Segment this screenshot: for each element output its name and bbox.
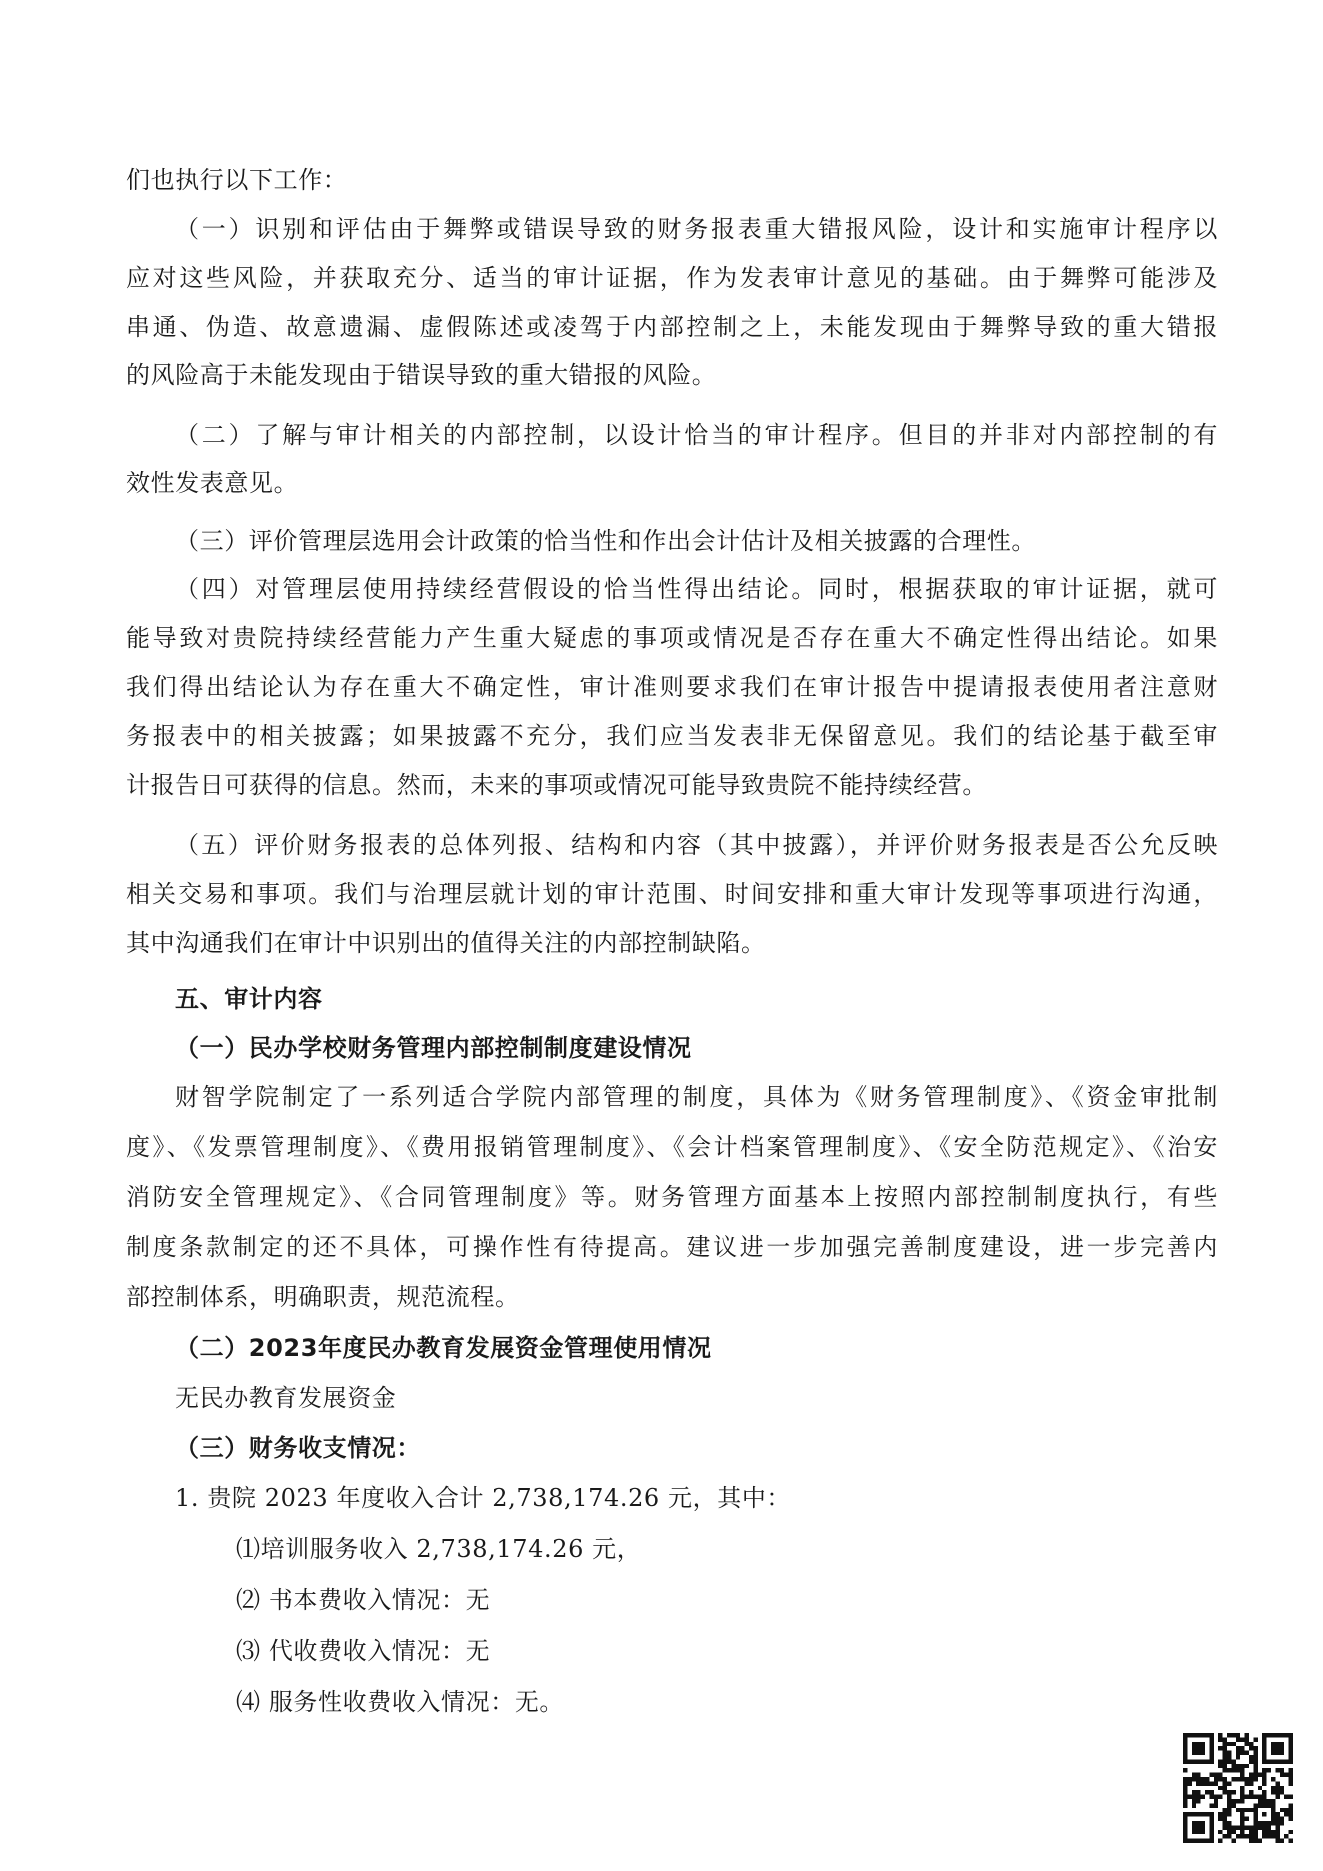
paragraph-line: 相关交易和事项。我们与治理层就计划的审计范围、时间安排和重大审计发现等事项进行沟通， <box>126 880 1218 908</box>
section-heading: 五、审计内容 <box>175 985 323 1013</box>
list-item: ⑵ 书本费收入情况：无 <box>236 1586 491 1614</box>
list-item: ⑴培训服务收入 2,738,174.26 元， <box>236 1535 642 1563</box>
paragraph-line: （三）评价管理层选用会计政策的恰当性和作出会计估计及相关披露的合理性。 <box>175 527 1036 555</box>
paragraph-line: 度》、《发票管理制度》、《费用报销管理制度》、《会计档案管理制度》、《安全防范规定》、《治安 <box>126 1133 1218 1161</box>
subsection-heading: （一）民办学校财务管理内部控制制度建设情况 <box>175 1034 692 1062</box>
paragraph-line: 能导致对贵院持续经营能力产生重大疑虑的事项或情况是否存在重大不确定性得出结论。如果 <box>126 624 1218 652</box>
paragraph-line: 应对这些风险，并获取充分、适当的审计证据，作为发表审计意见的基础。由于舞弊可能涉及 <box>126 264 1218 292</box>
paragraph-line: 的风险高于未能发现由于错误导致的重大错报的风险。 <box>126 361 717 389</box>
paragraph-line: （二）了解与审计相关的内部控制，以设计恰当的审计程序。但目的并非对内部控制的有 <box>175 421 1218 449</box>
paragraph-line: （五）评价财务报表的总体列报、结构和内容（其中披露），并评价财务报表是否公允反映 <box>175 831 1218 859</box>
paragraph-line: 串通、伪造、故意遗漏、虚假陈述或凌驾于内部控制之上，未能发现由于舞弊导致的重大错报 <box>126 313 1218 341</box>
subsection-heading: （二）2023年度民办教育发展资金管理使用情况 <box>175 1334 712 1362</box>
paragraph-line: 效性发表意见。 <box>126 469 299 497</box>
paragraph-line: 其中沟通我们在审计中识别出的值得关注的内部控制缺陷。 <box>126 929 766 957</box>
paragraph-line: 部控制体系，明确职责，规范流程。 <box>126 1283 520 1311</box>
paragraph-line: 消防安全管理规定》、《合同管理制度》等。财务管理方面基本上按照内部控制制度执行，有些 <box>126 1183 1218 1211</box>
paragraph-line: 无民办教育发展资金 <box>175 1384 397 1412</box>
subsection-heading: （三）财务收支情况： <box>175 1434 421 1462</box>
paragraph-line: 们也执行以下工作： <box>126 166 348 194</box>
paragraph-line: 务报表中的相关披露；如果披露不充分，我们应当发表非无保留意见。我们的结论基于截至审 <box>126 722 1218 750</box>
paragraph-line: 我们得出结论认为存在重大不确定性，审计准则要求我们在审计报告中提请报表使用者注意财 <box>126 673 1218 701</box>
paragraph-line: （一）识别和评估由于舞弊或错误导致的财务报表重大错报风险，设计和实施审计程序以 <box>175 215 1218 243</box>
paragraph-line: （四）对管理层使用持续经营假设的恰当性得出结论。同时，根据获取的审计证据，就可 <box>175 575 1218 603</box>
paragraph-line: 计报告日可获得的信息。然而，未来的事项或情况可能导致贵院不能持续经营。 <box>126 771 987 799</box>
paragraph-line: 财智学院制定了一系列适合学院内部管理的制度，具体为《财务管理制度》、《资金审批制 <box>175 1083 1218 1111</box>
list-item: ⑷ 服务性收费收入情况：无。 <box>236 1688 565 1716</box>
list-item: 1. 贵院 2023 年度收入合计 2,738,174.26 元，其中： <box>175 1484 792 1512</box>
list-item: ⑶ 代收费收入情况：无 <box>236 1637 491 1665</box>
paragraph-line: 制度条款制定的还不具体，可操作性有待提高。建议进一步加强完善制度建设，进一步完善内 <box>126 1233 1218 1261</box>
qr-code-icon <box>1183 1733 1293 1843</box>
